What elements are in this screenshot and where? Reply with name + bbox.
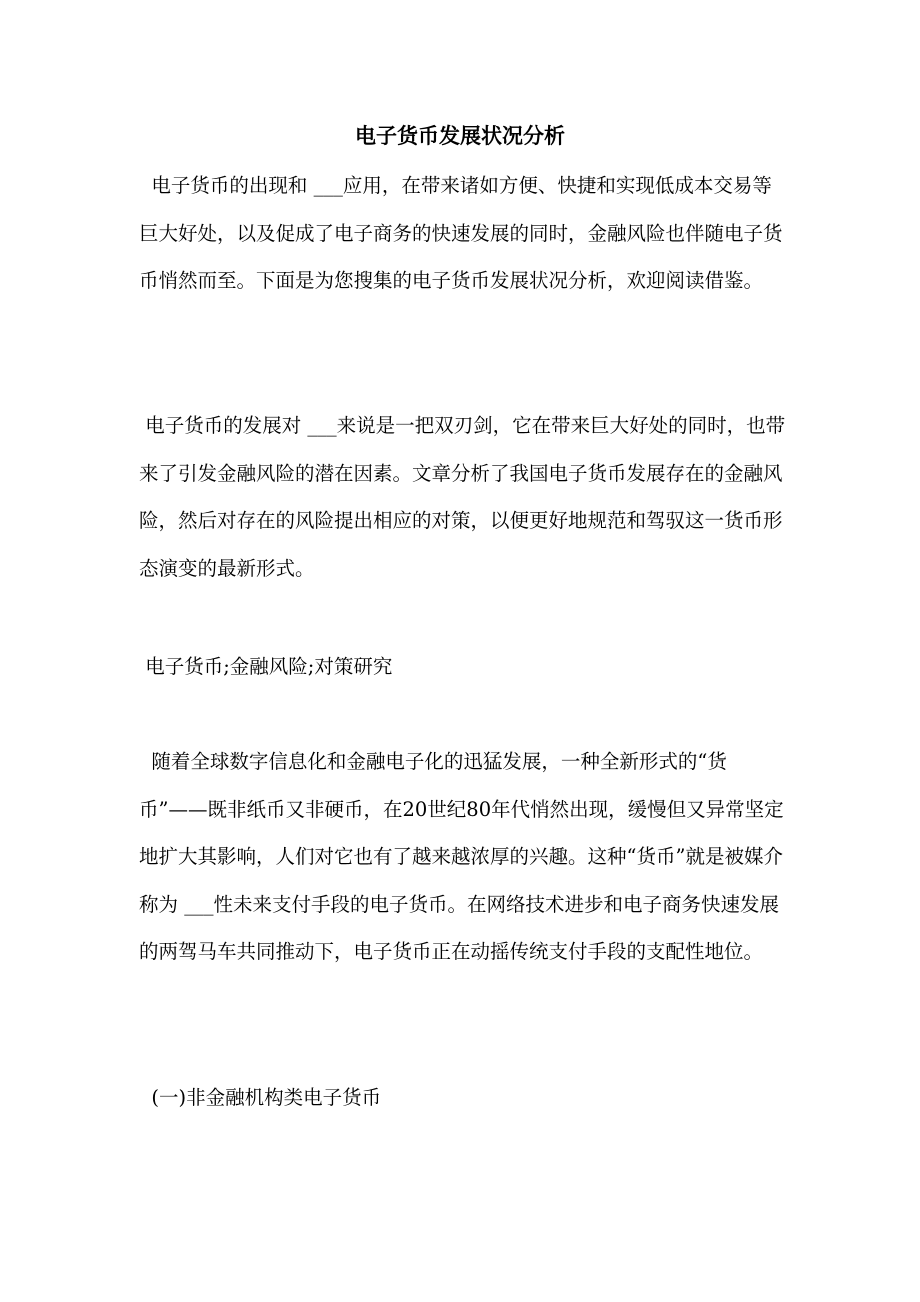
body-paragraph: 随着全球数字信息化和金融电子化的迅猛发展，一种全新形式的“货币”——既非纸币又非硬币，在20世纪80年代悄然出现，缓慢但又异常坚定地扩大其影响，人们对它也有了越来越浓厚的兴趣。这种“货币”就是被媒介称为 ___性未来支付手段的电子货币。在网络技术进步和电子商务快速发展的两驾马车共同推动下，电子货币正在动摇传统支付手段的支配性地位。	[139, 750, 784, 963]
abstract-paragraph: 电子货币的发展对 ___来说是一把双刃剑，它在带来巨大好处的同时，也带来了引发金融风险的潜在因素。文章分析了我国电子货币发展存在的金融风险，然后对存在的风险提出相应的对策，以便更好地规范和驾驭这一货币形态演变的最新形式。	[139, 414, 786, 580]
keywords-paragraph: 电子货币;金融风险;对策研究	[139, 655, 393, 678]
document-title: 电子货币发展状况分析	[355, 123, 565, 148]
section-heading: (一)非金融机构类电子货币	[139, 1086, 382, 1109]
intro-paragraph: 电子货币的出现和 ___应用，在带来诸如方便、快捷和实现低成本交易等巨大好处，以及促成了电子商务的快速发展的同时，金融风险也伴随电子货币悄然而至。下面是为您搜集的电子货币发展状况分析，欢迎阅读借鉴。	[139, 174, 783, 292]
